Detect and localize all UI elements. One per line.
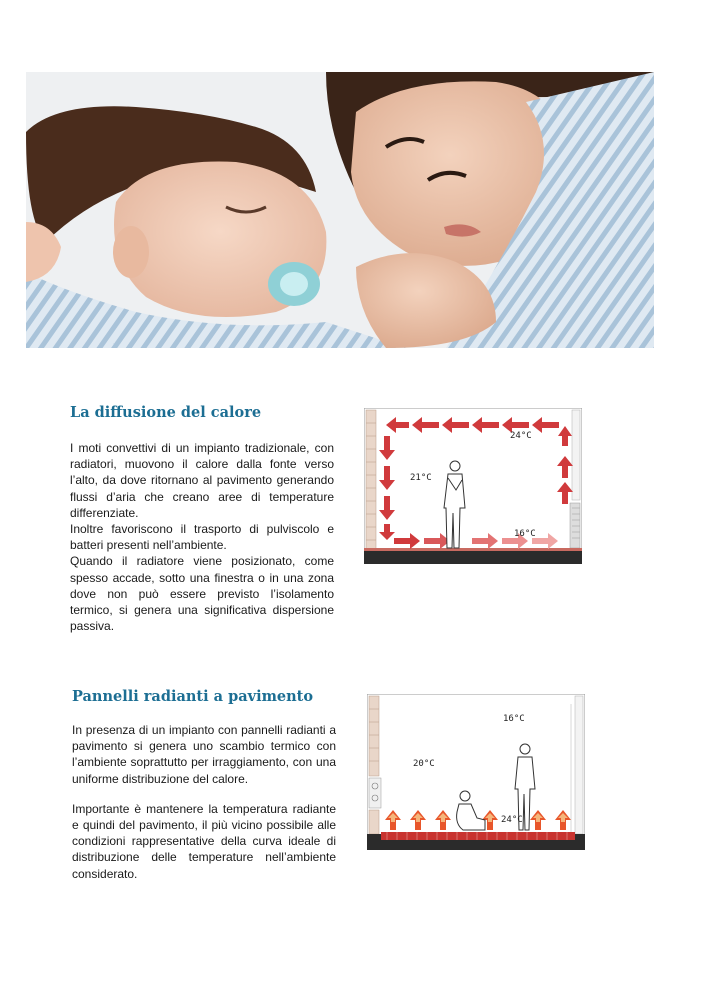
paragraph: In presenza di un impianto con pannelli radianti a pavimento si genera uno scambio termico con l’ambiente soprattutto per irraggiamento, con una uniforme distribuzione del calore.: [72, 723, 336, 786]
section-title-radiant-floor: Pannelli radianti a pavimento: [72, 688, 314, 705]
paragraph: I moti convettivi di un impianto tradizionale, con radiatori, muovono il calore dalla fonte verso l’alto, da dove ritornano al pavimento generando flussi d’aria che creano aree di temperature differenziate.: [70, 441, 334, 520]
radiant-floor-diagram: [367, 694, 585, 850]
temp-bottom-label: 16°C: [514, 529, 536, 539]
temp-top-label: 24°C: [510, 431, 532, 441]
paragraph: Importante è mantenere la temperatura radiante e quindi del pavimento, il più vicino possibile alle condizioni rappresentative della curva ideale di distribuzione delle temperature nell’ambiente considerato.: [72, 801, 336, 881]
paragraph: Inoltre favoriscono il trasporto di pulviscolo e batteri presenti nell’ambiente.: [70, 522, 334, 553]
temp-bottom-label: 24°C: [501, 815, 523, 825]
convection-diagram: [364, 408, 582, 564]
section-title-heat-diffusion: La diffusione del calore: [70, 404, 262, 421]
section-text-heat-diffusion: [70, 440, 334, 634]
header-photo: [26, 72, 654, 348]
mother-child-illustration: [26, 72, 654, 348]
temp-top-label: 16°C: [503, 714, 525, 724]
temp-mid-label: 20°C: [413, 759, 435, 769]
paragraph: Quando il radiatore viene posizionato, come spesso accade, sotto una finestra o in una zona dove non può essere previsto l’isolamento termico, si genera una significativa dispersione passiva.: [70, 554, 334, 634]
diagram-radiant-floor: [367, 694, 585, 850]
diagram-traditional-radiators: [364, 408, 582, 564]
temp-mid-label: 21°C: [410, 473, 432, 483]
section-text-radiant-floor: [72, 722, 336, 882]
